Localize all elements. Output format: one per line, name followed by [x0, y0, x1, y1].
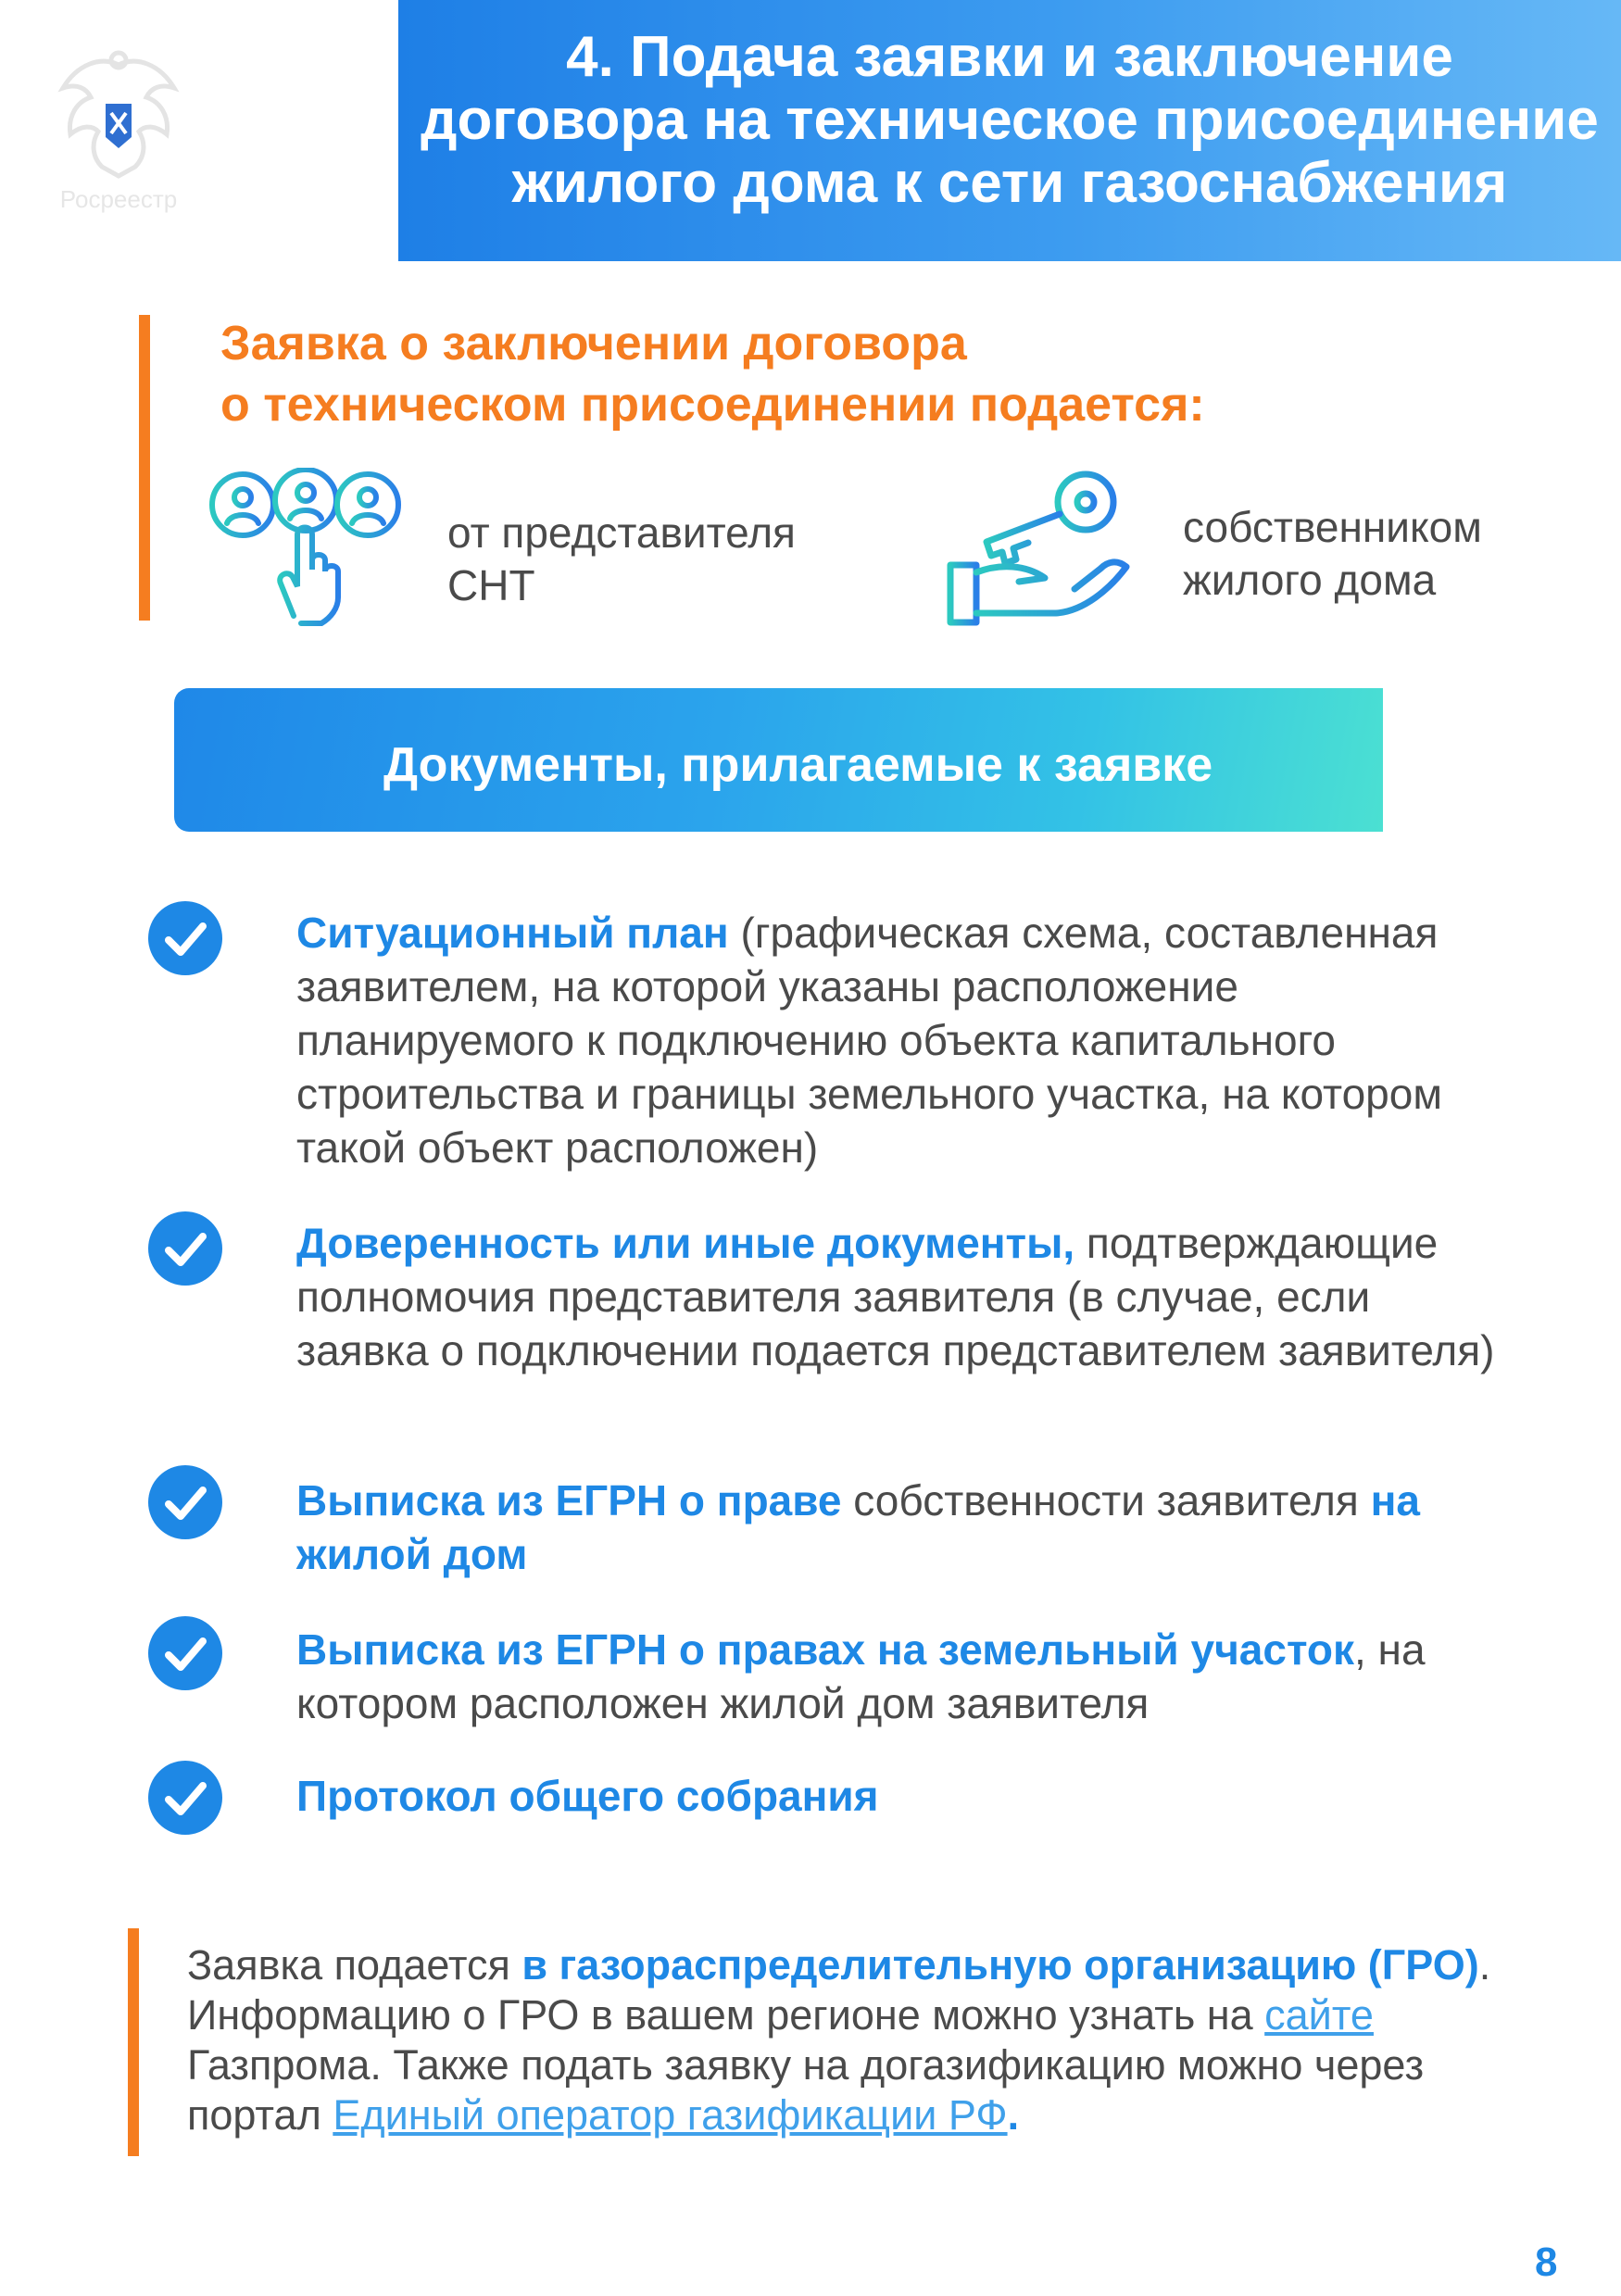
page-number: 8: [1535, 2240, 1558, 2285]
accent-bar-top: [139, 315, 150, 621]
document-item-title: Выписка из ЕГРН о правах на земельный участок: [296, 1625, 1354, 1674]
option-snt: от представителя СНТ: [447, 508, 796, 609]
note-period: .: [1007, 2091, 1020, 2139]
documents-title: Документы, прилагаемые к заявке: [383, 738, 1213, 792]
document-item-title: Ситуационный план: [296, 909, 729, 957]
applicant-heading-line2: о техническом присоединении подается:: [220, 378, 1205, 432]
document-item-egrn-house: [296, 1474, 1501, 1581]
document-item-power-of-attorney: [296, 1216, 1501, 1377]
submission-note: [187, 1940, 1530, 2140]
option-owner: собственником жилого дома: [1183, 503, 1482, 604]
note-text: Заявка подается: [187, 1941, 522, 1989]
document-item-title: Доверенность или иные документы,: [296, 1219, 1075, 1267]
note-gro: в газораспределительную организацию (ГРО): [521, 1941, 1479, 1989]
logo: [44, 46, 193, 222]
document-item-text: , на котором расположен жилой дом заявителя: [296, 1625, 1426, 1727]
document-item-text: подтверждающие полномочия представителя заявителя (в случае, если заявка о подключении подается представителем заявителя): [296, 1219, 1495, 1374]
people-hand-icon: [208, 468, 403, 630]
applicant-heading: [220, 313, 1205, 435]
document-item-title: Выписка из ЕГРН о праве: [296, 1476, 842, 1524]
gasification-operator-link[interactable]: Единый оператор газификации РФ: [333, 2091, 1008, 2139]
note-text: . Информацию о ГРО в вашем регионе можно узнать на: [187, 1941, 1491, 2039]
check-icon: [148, 1465, 222, 1539]
check-icon: [148, 1761, 222, 1835]
key-hand-icon: [945, 463, 1135, 630]
accent-bar-bottom: [128, 1928, 139, 2156]
document-item-situational-plan: [296, 906, 1501, 1174]
document-item-egrn-land: [296, 1623, 1501, 1730]
gazprom-site-link[interactable]: сайте: [1264, 1991, 1374, 2039]
check-icon: [148, 901, 222, 975]
document-item-title-cont: на жилой дом: [296, 1476, 1420, 1578]
page-title: 4. Подача заявки и заключение договора на техническое присоединение жилого дома к сети газоснабжения: [421, 25, 1599, 215]
note-text: Газпрома. Также подать заявку на догазификацию можно через портал: [187, 2041, 1425, 2139]
document-item-title: Протокол общего собрания: [296, 1772, 879, 1820]
check-icon: [148, 1211, 222, 1286]
document-item-text: (графическая схема, составленная заявителем, на которой указаны расположение планируемого к подключению объекта капитального строительства и границы земельного участка, на котором такой объект расположен): [296, 909, 1442, 1172]
applicant-heading-line1: Заявка о заключении договора: [220, 317, 967, 370]
document-item-text: собственности заявителя: [841, 1476, 1371, 1524]
logo-text: Росреестр: [59, 185, 178, 213]
emblem-icon: [44, 46, 193, 185]
check-icon: [148, 1616, 222, 1690]
document-item-protocol: [296, 1769, 1501, 1823]
